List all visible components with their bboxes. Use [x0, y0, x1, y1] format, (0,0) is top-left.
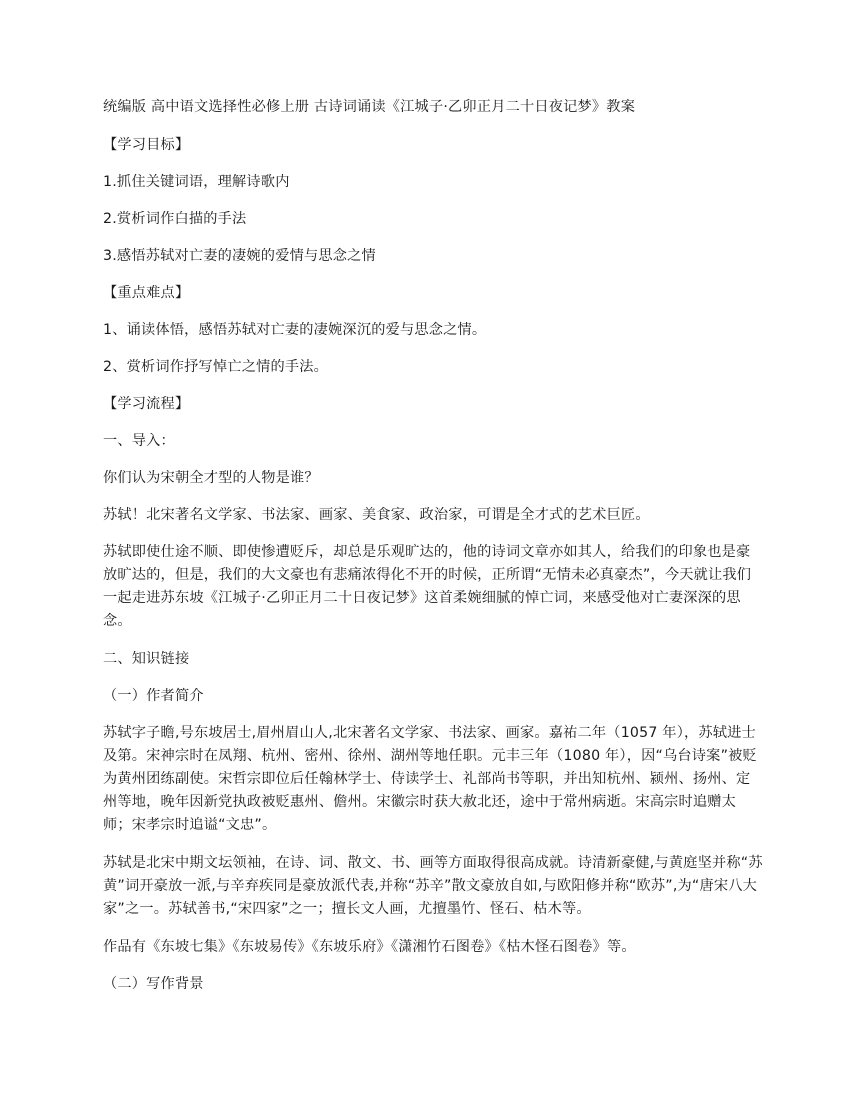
heading-learning-process: 【学习流程】 — [103, 396, 190, 412]
key-point-2: 2、赏析词作抒写悼亡之情的手法。 — [103, 359, 329, 375]
author-achievements-paragraph: 苏轼是北宋中期文坛领袖，在诗、词、散文、书、画等方面取得很高成就。诗清新豪健,与黄庭坚并称“苏黄”词开豪放一派,与辛弃疾同是豪放派代表,并称“苏辛”散文豪放自如,与欧阳修并称“欧苏”,为“唐宋八大家”之一。苏轼善书,“宋四家”之一；擅长文人画，尤擅墨竹、怪石、枯木等。 — [103, 855, 763, 917]
subsection-author-heading: （一）作者简介 — [103, 688, 204, 704]
heading-learning-goals: 【学习目标】 — [103, 137, 190, 153]
goal-item-2: 2.赏析词作白描的手法 — [103, 211, 247, 227]
author-bio-paragraph: 苏轼字子瞻,号东坡居士,眉州眉山人,北宋著名文学家、书法家、画家。嘉祐二年（1057 年），苏轼进士及第。宋神宗时在凤翔、杭州、密州、徐州、湖州等地任职。元丰三年（1080 年），因“乌台诗案”被贬为黄州团练副使。宋哲宗即位后任翰林学士、侍读学士、礼部尚书等职，并出知杭州、颍州、扬州、定州等地，晚年因新党执政被贬惠州、儋州。宋徽宗时获大赦北还，途中于常州病逝。宋高宗时追赠太师；宋孝宗时追谥“文忠”。 — [103, 725, 757, 833]
heading-key-points: 【重点难点】 — [103, 285, 190, 301]
section-intro-heading: 一、导入： — [103, 433, 175, 449]
key-point-1: 1、诵读体悟，感悟苏轼对亡妻的凄婉深沉的爱与思念之情。 — [103, 322, 487, 338]
intro-paragraph: 苏轼即使仕途不顺、即使惨遭贬斥，却总是乐观旷达的，他的诗词文章亦如其人，给我们的印象也是豪放旷达的，但是，我们的大文豪也有悲痛浓得化不开的时候，正所谓“无情未必真豪杰”，今天就让我们一起走进苏东坡《江城子·乙卯正月二十日夜记梦》这首柔婉细腻的悼亡词，来感受他对亡妻深深的思念。 — [103, 544, 752, 629]
intro-question: 你们认为宋朝全才型的人物是谁？ — [103, 470, 319, 486]
section-knowledge-heading: 二、知识链接 — [103, 651, 190, 667]
goal-item-3: 3.感悟苏轼对亡妻的凄婉的爱情与思念之情 — [103, 248, 376, 264]
author-works-paragraph: 作品有《东坡七集》《东坡易传》《东坡乐府》《潇湘竹石图卷》《枯木怪石图卷》等。 — [103, 939, 636, 955]
intro-answer: 苏轼！北宋著名文学家、书法家、画家、美食家、政治家，可谓是全才式的艺术巨匠。 — [103, 507, 650, 523]
goal-item-1: 1.抓住关键词语，理解诗歌内 — [103, 174, 290, 190]
document-body — [103, 96, 763, 1010]
subsection-background-heading: （二）写作背景 — [103, 976, 204, 992]
document-title: 统编版 高中语文选择性必修上册 古诗词诵读《江城子·乙卯正月二十日夜记梦》教案 — [103, 99, 636, 115]
